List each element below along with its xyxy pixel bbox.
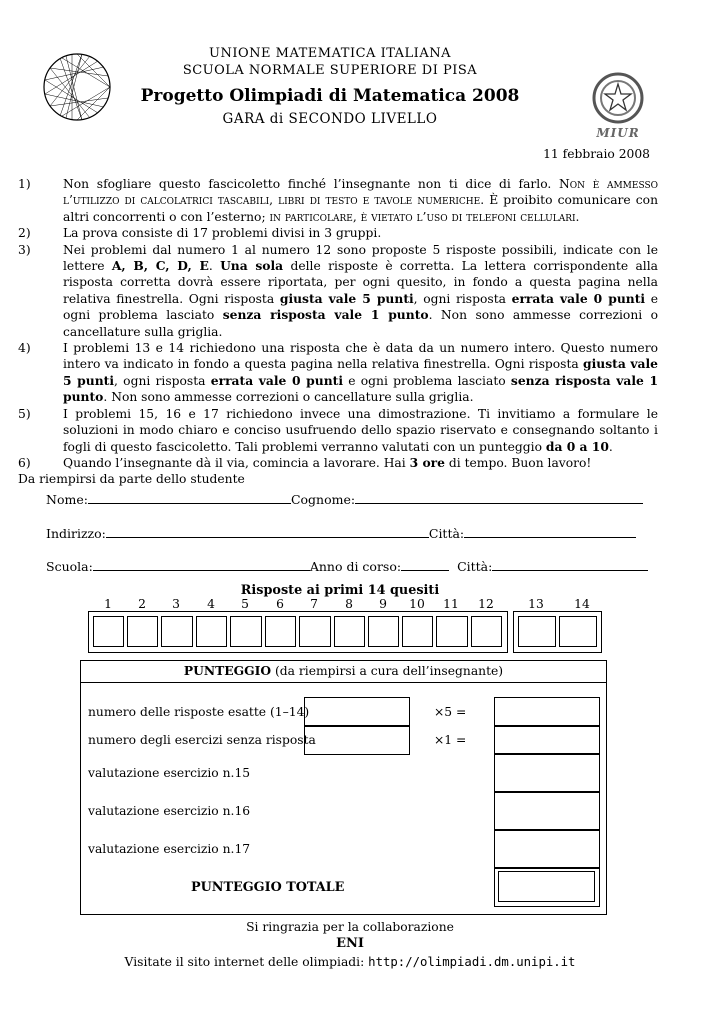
student-section-label: Da riempirsi da parte dello studente xyxy=(18,472,245,487)
surname-field[interactable] xyxy=(355,491,643,504)
rule-item xyxy=(18,176,658,225)
answer-number: 12 xyxy=(478,597,494,611)
website-link[interactable]: http://olimpiadi.dm.unipi.it xyxy=(368,955,576,969)
rule-text: La prova consiste di 17 problemi divisi in 3 gruppi. xyxy=(63,226,382,241)
score-divider xyxy=(81,682,606,683)
city-label: Città: xyxy=(428,526,465,541)
school-city-field[interactable] xyxy=(492,558,648,571)
page-title: Progetto Olimpiadi di Matematica 2008 xyxy=(140,86,520,106)
exam-date: 11 febbraio 2008 xyxy=(543,147,650,161)
answer-box[interactable] xyxy=(518,616,556,647)
address-field[interactable] xyxy=(106,525,429,538)
score-label-ex17: valutazione esercizio n.17 xyxy=(88,842,251,856)
answer-box[interactable] xyxy=(559,616,597,647)
total-score-outer xyxy=(494,867,600,907)
city-field[interactable] xyxy=(464,525,636,538)
rule-number: 6) xyxy=(18,455,31,470)
score-label-ex15: valutazione esercizio n.15 xyxy=(88,766,251,780)
ex15-score-box[interactable] xyxy=(494,753,600,793)
answer-box[interactable] xyxy=(230,616,262,647)
answer-box[interactable] xyxy=(93,616,124,647)
miur-label: MIUR xyxy=(596,126,640,140)
school-city-label: Città: xyxy=(457,559,493,574)
answers-title: Risposte ai primi 14 quesiti xyxy=(240,583,440,598)
rule-number: 1) xyxy=(18,177,31,191)
answer-box[interactable] xyxy=(161,616,193,647)
total-label: PUNTEGGIO TOTALE xyxy=(191,880,345,895)
address-row xyxy=(46,525,636,541)
blank-count-box[interactable] xyxy=(304,725,410,755)
umi-logo xyxy=(42,52,112,122)
correct-score-box[interactable] xyxy=(494,697,600,727)
ex16-score-box[interactable] xyxy=(494,791,600,831)
rule-item xyxy=(18,242,658,340)
answer-number: 4 xyxy=(207,597,215,611)
answer-box[interactable] xyxy=(196,616,227,647)
answer-number: 3 xyxy=(172,597,180,611)
answer-number: 9 xyxy=(379,597,387,611)
answer-number: 5 xyxy=(241,597,249,611)
page-subtitle: GARA di SECONDO LIVELLO xyxy=(222,111,438,127)
year-label: Anno di corso: xyxy=(309,559,402,574)
answer-box[interactable] xyxy=(402,616,433,647)
rule-item xyxy=(18,225,658,241)
blank-score-box[interactable] xyxy=(494,725,600,755)
header-umi: UNIONE MATEMATICA ITALIANA xyxy=(209,46,451,61)
answer-number: 6 xyxy=(276,597,284,611)
score-label-blank: numero degli esercizi senza risposta xyxy=(88,733,316,747)
answer-box[interactable] xyxy=(334,616,365,647)
answer-box[interactable] xyxy=(436,616,468,647)
year-field[interactable] xyxy=(401,558,449,571)
rule-text: Quando l’insegnante dà il via, comincia a lavorare. Hai 3 ore di tempo. Buon lavoro! xyxy=(63,454,592,470)
answer-number: 2 xyxy=(138,597,146,611)
school-field[interactable] xyxy=(93,558,310,571)
school-label: Scuola: xyxy=(46,559,93,574)
answer-box[interactable] xyxy=(127,616,158,647)
answer-number: 14 xyxy=(574,597,590,611)
rules-list xyxy=(18,176,658,488)
multiplier-5: ×5 = xyxy=(434,705,467,719)
answer-number: 10 xyxy=(409,597,425,611)
surname-label: Cognome: xyxy=(290,492,356,507)
rule-number: 2) xyxy=(18,226,31,241)
score-panel xyxy=(80,660,607,915)
ex17-score-box[interactable] xyxy=(494,829,600,869)
multiplier-1: ×1 = xyxy=(434,733,467,747)
footer-visit: Visitate il sito internet delle olimpiadi: http://olimpiadi.dm.unipi.it xyxy=(124,955,576,969)
rule-number: 4) xyxy=(18,341,31,356)
name-row xyxy=(46,491,643,507)
answer-number: 7 xyxy=(310,597,318,611)
answer-number: 8 xyxy=(345,597,353,611)
name-field[interactable] xyxy=(88,491,291,504)
rule-text: I problemi 15, 16 e 17 richiedono invece una dimostrazione. Ti invitiamo a formulare le soluzioni in modo chiaro e conciso usufruendo dello spazio riservato e consegnando soltanto i fogli di questo fascicoletto. Tali problemi verranno valutati con un punteggio da 0 a 10. xyxy=(63,406,658,454)
answer-number: 11 xyxy=(443,597,459,611)
total-score-box[interactable] xyxy=(498,871,595,902)
score-label-ex16: valutazione esercizio n.16 xyxy=(88,804,251,818)
answers-grid-1-12 xyxy=(88,611,508,653)
rule-item xyxy=(18,406,658,455)
address-label: Indirizzo: xyxy=(46,526,106,541)
footer-sponsor: ENI xyxy=(336,936,364,951)
rule-number: 3) xyxy=(18,242,31,257)
school-row xyxy=(46,558,648,574)
rule-item xyxy=(18,340,658,406)
answers-grid-13-14 xyxy=(513,611,602,653)
rule-text: Non sfogliare questo fascicoletto finché l’insegnante non ti dice di farlo. Non è ammesso l’utilizzo di calcolatrici tascabili, libri di testo e tavole numeriche. È proibito comunicare con altri concorrenti o con l’esterno; in particolare, è vietato l’uso di telefoni cellulari. xyxy=(63,177,658,224)
score-heading: PUNTEGGIO (da riempirsi a cura dell’insegnante) xyxy=(183,663,504,678)
rule-text: I problemi 13 e 14 richiedono una risposta che è data da un numero intero. Questo numero intero va indicato in fondo a questa pagina nella relativa finestrella. Ogni risposta giusta vale 5 punti, ogni risposta errata vale 0 punti e ogni problema lasciato senza risposta vale 1 punto. Non sono ammesse correzioni o cancellature sulla griglia. xyxy=(63,341,659,405)
header-sns: SCUOLA NORMALE SUPERIORE DI PISA xyxy=(182,63,478,78)
name-label: Nome: xyxy=(46,492,88,507)
rule-text: Nei problemi dal numero 1 al numero 12 sono proposte 5 risposte possibili, indicate con le lettere A, B, C, D, E. Una sola delle risposte è corretta. La lettera corrispondente alla risposta corretta dovrà essere riportata, per ogni quesito, in fondo a questa pagina nella relativa finestrella. Ogni risposta giusta vale 5 punti, ogni risposta errata vale 0 punti e ogni problema lasciato senza risposta vale 1 punto. Non sono ammesse correzioni o cancellature sulla griglia. xyxy=(63,242,659,339)
score-label-correct: numero delle risposte esatte (1–14) xyxy=(88,705,310,719)
answer-box[interactable] xyxy=(368,616,399,647)
answer-box[interactable] xyxy=(471,616,502,647)
rule-item xyxy=(18,455,658,471)
answer-number: 13 xyxy=(528,597,544,611)
rule-number: 5) xyxy=(18,406,31,421)
answer-box[interactable] xyxy=(299,616,331,647)
answer-number: 1 xyxy=(104,597,112,611)
footer-thanks: Si ringrazia per la collaborazione xyxy=(246,920,454,934)
correct-count-box[interactable] xyxy=(304,697,410,727)
answer-box[interactable] xyxy=(265,616,296,647)
italian-republic-emblem xyxy=(590,70,646,126)
